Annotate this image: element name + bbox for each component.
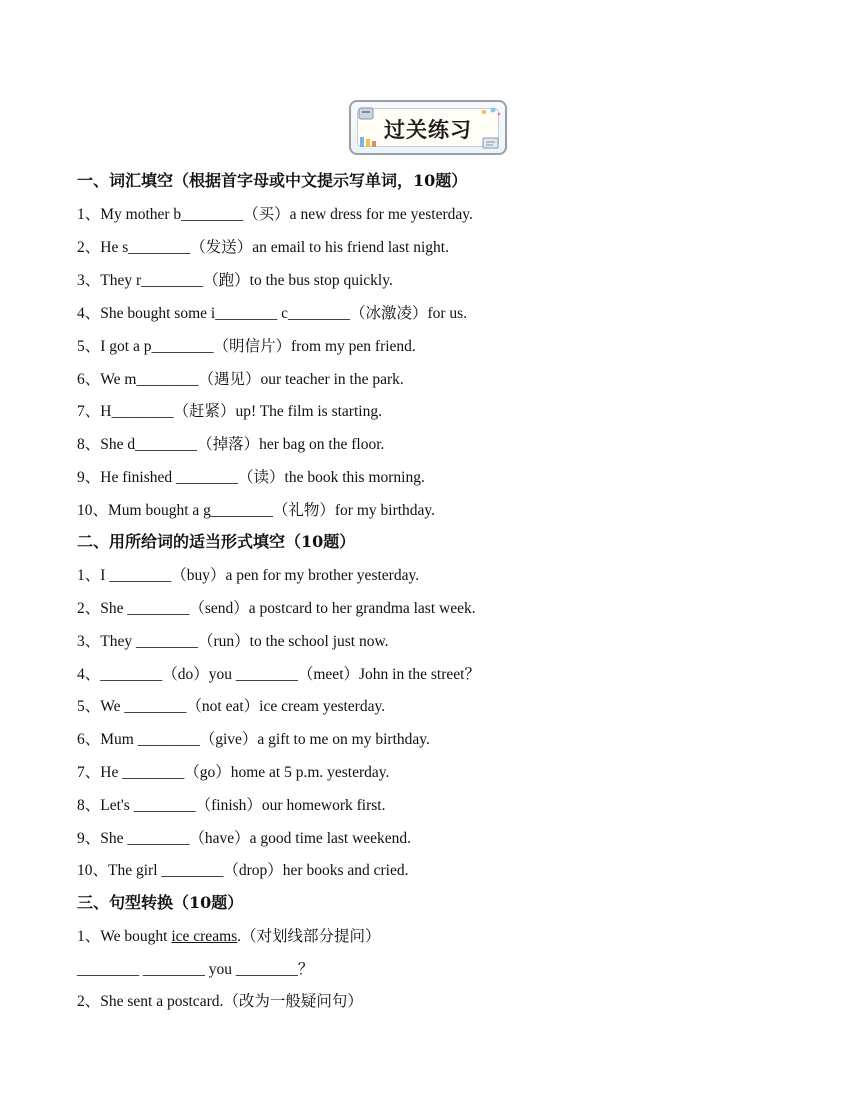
vocab-item-4: 4、She bought some i________ c________（冰激凌）for us. — [77, 305, 468, 322]
vocab-item-2: 2、He s________（发送）an email to his friend last night. — [77, 239, 449, 256]
transform-item-1-prefix: 1、We bought — [77, 928, 172, 945]
verb-form-item-2: 2、She ________（send）a postcard to her grandma last week. — [77, 600, 476, 617]
transform-item-2: 2、She sent a postcard.（改为一般疑问句） — [77, 993, 363, 1010]
vocab-item-7: 7、H________（赶紧）up! The film is starting. — [77, 403, 382, 420]
verb-form-item-4: 4、________（do）you ________（meet）John in the street？ — [77, 666, 480, 683]
verb-form-item-6: 6、Mum ________（give）a gift to me on my birthday. — [77, 731, 430, 748]
vocab-item-5: 5、I got a p________（明信片）from my pen friend. — [77, 338, 416, 355]
verb-form-item-3: 3、They ________（run）to the school just now. — [77, 633, 389, 650]
banner-title: 过关练习 — [384, 118, 472, 142]
verb-form-item-10: 10、The girl ________（drop）her books and cried. — [77, 862, 409, 879]
section-2-title: 二、用所给词的适当形式填空（10题） — [77, 532, 356, 551]
vocab-item-6: 6、We m________（遇见）our teacher in the park. — [77, 371, 404, 388]
vocab-item-1: 1、My mother b________（买）a new dress for me yesterday. — [77, 206, 473, 223]
verb-form-item-5: 5、We ________（not eat）ice cream yesterday. — [77, 698, 386, 715]
vocab-item-9: 9、He finished ________（读）the book this morning. — [77, 469, 425, 486]
transform-item-1 — [77, 924, 381, 946]
verb-form-item-7: 7、He ________（go）home at 5 p.m. yesterday. — [77, 764, 390, 781]
section-1-title: 一、词汇填空（根据首字母或中文提示写单词，10题） — [77, 171, 468, 190]
transform-item-1-instruction: .（对划线部分提问） — [237, 928, 381, 945]
verb-form-item-8: 8、Let's ________（finish）our homework first. — [77, 797, 386, 814]
vocab-item-3: 3、They r________（跑）to the bus stop quickly. — [77, 272, 393, 289]
vocab-item-8: 8、She d________（掉落）her bag on the floor. — [77, 436, 385, 453]
underlined-phrase: ice creams — [171, 928, 238, 945]
verb-form-item-9: 9、She ________（have）a good time last weekend. — [77, 830, 412, 847]
section-banner — [349, 100, 507, 155]
vocab-item-10: 10、Mum bought a g________（礼物）for my birthday. — [77, 502, 436, 519]
transform-item-1-answer-line: ________ ________ you ________？ — [77, 961, 314, 978]
verb-form-item-1: 1、I ________（buy）a pen for my brother yesterday. — [77, 567, 420, 584]
section-3-title: 三、句型转换（10题） — [77, 893, 244, 912]
